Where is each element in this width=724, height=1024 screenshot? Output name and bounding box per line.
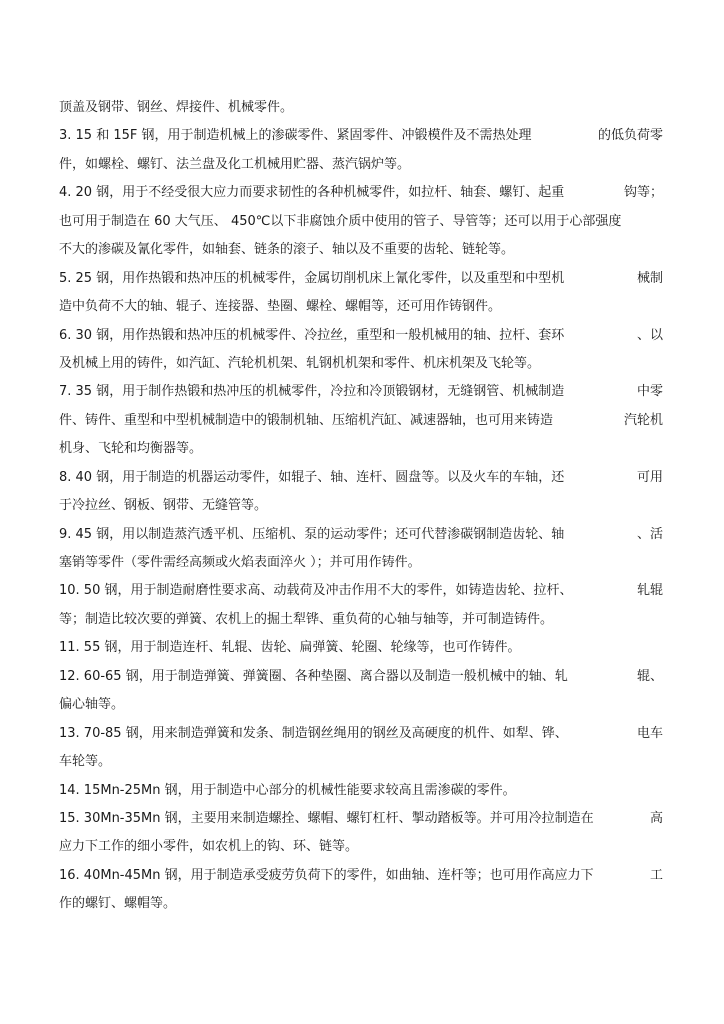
text-line-main: 偏心轴等。: [59, 697, 125, 713]
text-line-main: 8. 40 钢，用于制造的机器运动零件，如辊子、轴、连杆、圆盘等。以及火车的车轴，还: [59, 469, 565, 485]
text-line-tail: 辊、: [636, 668, 663, 684]
text-line: [59, 833, 663, 861]
text-line-main: 14. 15Mn-25Mn 钢，用于制造中心部分的机械性能要求较高且需渗碳的零件。: [59, 782, 516, 798]
text-line-main: 10. 50 钢，用于制造耐磨性要求高、动载荷及冲击作用不大的零件，如铸造齿轮、拉杆、: [59, 583, 573, 599]
text-line: [59, 464, 663, 492]
text-line-main: 3. 15 和 15F 钢，用于制造机械上的渗碳零件、紧固零件、冲锻模件及不需热处理: [59, 128, 532, 144]
text-line-main: 11. 55 钢，用于制造连杆、轧辊、齿轮、扁弹簧、轮圈、轮缘等，也可作铸件。: [59, 640, 521, 656]
text-line-main: 4. 20 钢，用于不经受很大应力而要求韧性的各种机械零件，如拉杆、轴套、螺钉、起重: [59, 185, 565, 201]
text-line-tail: 钩等；: [623, 185, 663, 201]
text-line: [59, 378, 663, 406]
text-line-tail: 械制: [636, 270, 663, 286]
text-line-main: 车轮等。: [59, 754, 112, 770]
text-line-main: 及机械上用的铸件，如汽缸、汽轮机机架、轧钢机机架和零件、机床机架及飞轮等。: [59, 355, 541, 371]
text-line-main: 13. 70-85 钢，用来制造弹簧和发条、制造钢丝绳用的钢丝及高硬度的机件、如犁、铧、: [59, 725, 568, 741]
text-line-main: 5. 25 钢，用作热锻和热冲压的机械零件，金属切削机床上氰化零件，以及重型和中型机: [59, 270, 565, 286]
text-line-main: 等；制造比较次要的弹簧、农机上的掘土犁铧、重负荷的心轴与轴等，并可制造铸件。: [59, 611, 554, 627]
text-line: [59, 407, 663, 435]
text-line: [59, 748, 663, 776]
text-line-tail: 中零: [636, 384, 663, 400]
text-line: [59, 208, 663, 236]
text-line-main: 件、铸件、重型和中型机械制造中的锻制机轴、压缩机汽缸、减速器轴，也可用来铸造: [59, 412, 554, 428]
text-line: [59, 634, 663, 662]
text-line-tail: 可用: [636, 469, 663, 485]
text-line-main: 9. 45 钢，用以制造蒸汽透平机、压缩机、泵的运动零件；还可代替渗碳钢制造齿轮、轴: [59, 526, 565, 542]
text-line-main: 塞销等零件（零件需经高频或火焰表面淬火 ）；并可用作铸件。: [59, 555, 421, 570]
text-line: [59, 720, 663, 748]
text-line: [59, 236, 663, 264]
text-line-main: 于冷拉丝、钢板、钢带、无缝管等。: [59, 498, 268, 514]
text-line-main: 机身、飞轮和均衡器等。: [59, 441, 203, 457]
text-line-main: 不大的渗碳及氰化零件，如轴套、链条的滚子、轴以及不重要的齿轮、链轮等。: [59, 242, 515, 258]
text-line: [59, 606, 663, 634]
text-line-tail: 高: [649, 810, 663, 826]
text-line-main: 15. 30Mn-35Mn 钢，主要用来制造螺拴、螺帽、螺钉杠杆、掣动踏板等。并可用冷拉制造在: [59, 810, 594, 826]
text-line-tail: 轧辊: [636, 583, 663, 599]
text-line-main: 应力下工作的细小零件，如农机上的钩、环、链等。: [59, 839, 359, 855]
text-line-main: 件，如螺栓、螺钉、法兰盘及化工机械用贮器、蒸汽锅炉等。: [59, 156, 411, 172]
text-line: [59, 435, 663, 463]
text-line: [59, 151, 663, 179]
text-line: [59, 122, 663, 150]
text-line: [59, 890, 663, 918]
text-line-main: 7. 35 钢，用于制作热锻和热冲压的机械零件，冷拉和冷顶锻钢材，无缝钢管、机械制造: [59, 384, 565, 400]
text-line: [59, 663, 663, 691]
text-line: [59, 179, 663, 207]
text-line-tail: 、活: [636, 526, 663, 542]
text-line-tail: 工: [649, 867, 663, 883]
text-line-tail: 、以: [636, 327, 663, 343]
text-line-main: 6. 30 钢，用作热锻和热冲压的机械零件、冷拉丝，重型和一般机械用的轴、拉杆、套环: [59, 327, 565, 343]
document-body: [59, 94, 663, 919]
text-line: [59, 805, 663, 833]
text-line-main: 也可用于制造在 60 大气压、 450℃以下非腐蚀介质中使用的管子、导管等；还可以用于心部强度: [59, 213, 622, 229]
text-line: [59, 350, 663, 378]
text-line: [59, 293, 663, 321]
text-line: [59, 521, 663, 549]
text-line: [59, 94, 663, 122]
text-line: [59, 862, 663, 890]
text-line: [59, 549, 663, 577]
text-line: [59, 577, 663, 605]
text-line-main: 造中负荷不大的轴、辊子、连接器、垫圈、螺栓、螺帽等，还可用作铸钢件。: [59, 299, 502, 315]
text-line: [59, 777, 663, 805]
text-line-tail: 的低负荷零: [597, 128, 663, 144]
text-line: [59, 691, 663, 719]
text-line: [59, 492, 663, 520]
text-line-main: 16. 40Mn-45Mn 钢，用于制造承受疲劳负荷下的零件，如曲轴、连杆等；也可用作高应力下: [59, 867, 594, 883]
text-line-tail: 汽轮机: [623, 412, 663, 428]
text-line-main: 作的螺钉、螺帽等。: [59, 896, 177, 912]
text-line-tail: 电车: [636, 725, 663, 741]
text-line-main: 12. 60-65 钢，用于制造弹簧、弹簧圈、各种垫圈、离合器以及制造一般机械中的轴、轧: [59, 668, 568, 684]
text-line: [59, 322, 663, 350]
text-line-main: 顶盖及钢带、钢丝、焊接件、机械零件。: [59, 100, 294, 115]
text-line: [59, 265, 663, 293]
